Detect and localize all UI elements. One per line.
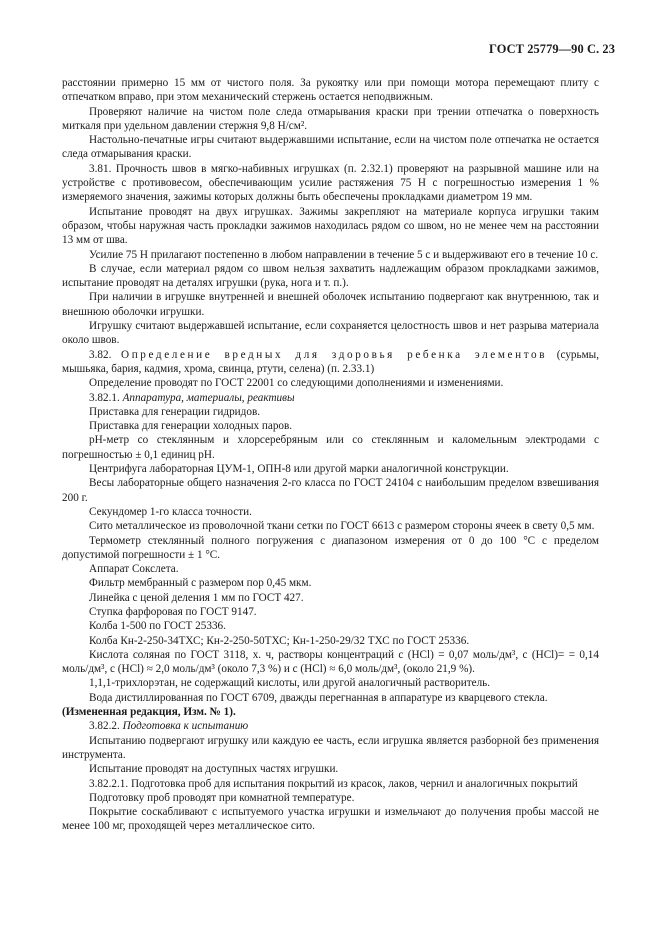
revision-note: (Измененная редакция, Изм. № 1). bbox=[62, 706, 236, 719]
paragraph bbox=[62, 691, 599, 705]
paragraph bbox=[62, 505, 599, 519]
paragraph-text: Приставка для генерации гидридов. bbox=[89, 405, 261, 418]
paragraph-text: Центрифуга лабораторная ЦУМ-1, ОПН-8 или другой марки аналогичной конструкции. bbox=[89, 463, 509, 476]
paragraph-text: 1,1,1-трихлорэтан, не содержащий кислоты, или другой аналогичный растворитель. bbox=[89, 677, 491, 690]
paragraph-text: В случае, если материал рядом со швом нельзя захватить надлежащим образом прокладками зажимов, испытание проводят на деталях игрушки (рука, нога и т. п.). bbox=[62, 262, 599, 290]
paragraph bbox=[62, 676, 599, 690]
section-number: 3.82. bbox=[89, 348, 122, 361]
paragraph bbox=[62, 576, 599, 590]
paragraph-text: Испытанию подвергают игрушку или каждую ее часть, если игрушка является разборной без применения инструмента. bbox=[62, 734, 599, 761]
paragraph-text: Весы лабораторные общего назначения 2-го класса по ГОСТ 24104 с наибольшим пределом взвешивания 200 г. bbox=[62, 477, 599, 504]
paragraph-text: Фильтр мембранный с размером пор 0,45 мкм. bbox=[89, 577, 312, 590]
paragraph bbox=[62, 705, 599, 719]
paragraph bbox=[62, 619, 599, 633]
paragraph-text: Вода дистиллированная по ГОСТ 6709, дважды перегнанная в аппаратуре из кварцевого стекла. bbox=[89, 691, 548, 704]
paragraph-text: Аппарат Сокслета. bbox=[89, 563, 179, 576]
paragraph bbox=[62, 262, 599, 291]
paragraph bbox=[62, 762, 599, 776]
paragraph-text: Секундомер 1-го класса точности. bbox=[89, 505, 252, 518]
paragraph-text: Испытание проводят на двух игрушках. Зажимы закрепляют на материале корпуса игрушки таким образом, чтобы наружная часть прокладки зажимов находилась рядом со швом, но не менее чем на расстоянии 13 мм от шва. bbox=[62, 205, 599, 247]
paragraph bbox=[62, 591, 599, 605]
paragraph-text: Настольно-печатные игры считают выдержавшими испытание, если на чистом поле отпечатка не остается следа отмарывания краски. bbox=[62, 134, 599, 161]
paragraph bbox=[62, 462, 599, 476]
paragraph-text: Термометр стеклянный полного погружения с диапазоном измерения от 0 до 100 °С с пределом допустимой погрешности ± 1 °С. bbox=[62, 534, 599, 561]
paragraph-text: рН-метр со стеклянным и хлорсеребряным или со стеклянным и каломельным электродами с погрешностью ± 0,1 единиц рН. bbox=[62, 434, 599, 461]
paragraph bbox=[62, 162, 599, 205]
page-header: ГОСТ 25779—90 С. 23 bbox=[489, 42, 615, 56]
paragraph bbox=[62, 519, 599, 533]
paragraph bbox=[62, 348, 599, 377]
paragraph bbox=[62, 419, 599, 433]
paragraph-text: Линейка с ценой деления 1 мм по ГОСТ 427. bbox=[89, 591, 304, 604]
paragraph bbox=[62, 205, 599, 248]
paragraph bbox=[62, 105, 599, 134]
paragraph bbox=[62, 76, 599, 105]
paragraph-text: При наличии в игрушке внутренней и внешней оболочек испытанию подвергают как внутреннюю, так и внешнюю оболочки игрушки. bbox=[62, 291, 599, 318]
paragraph bbox=[62, 319, 599, 348]
paragraph-text: Колба Кн-2-250-34ТХС; Кн-2-250-50ТХС; Кн-1-250-29/32 ТХС по ГОСТ 25336. bbox=[89, 634, 470, 647]
paragraph bbox=[62, 433, 599, 462]
paragraph-text: Ступка фарфоровая по ГОСТ 9147. bbox=[89, 605, 257, 618]
paragraph bbox=[62, 133, 599, 162]
paragraph-text: Испытание проводят на доступных частях игрушки. bbox=[89, 763, 339, 776]
paragraph-text: Усилие 75 Н прилагают постепенно в любом направлении в течение 5 с и выдерживают его в течение 10 с. bbox=[89, 248, 599, 261]
section-heading-italic: Подготовка к испытанию bbox=[122, 720, 249, 733]
paragraph bbox=[62, 248, 599, 262]
paragraph-text: 3.81. Прочность швов в мягко-набивных игрушках (п. 2.32.1) проверяют на разрывной машине или на устройстве с противовесом, обеспечивающим усилие растяжения 75 Н с погрешностью измерения 1 % измеряемого значения, зажимы которых должны быть обеспечены прокладками диаметром 19 мм. bbox=[62, 162, 599, 204]
paragraph bbox=[62, 805, 599, 834]
section-number: 3.82.2. bbox=[89, 720, 123, 733]
paragraph bbox=[62, 562, 599, 576]
paragraph-text: Определение проводят по ГОСТ 22001 со следующими дополнениями и изменениями. bbox=[89, 377, 504, 390]
section-heading-italic: Аппаратура, материалы, реактивы bbox=[122, 391, 295, 404]
paragraph bbox=[62, 534, 599, 563]
paragraph-text: Подготовку проб проводят при комнатной температуре. bbox=[89, 791, 355, 804]
paragraph bbox=[62, 391, 599, 405]
paragraph-text: Колба 1-500 по ГОСТ 25336. bbox=[89, 620, 226, 633]
paragraph-text: Игрушку считают выдержавшей испытание, если сохраняется целостность швов и нет разрыва материала около швов. bbox=[62, 320, 599, 347]
paragraph bbox=[62, 719, 599, 733]
paragraph bbox=[62, 405, 599, 419]
section-number: 3.82.1. bbox=[89, 391, 123, 404]
section-heading-spaced: Определение вредных для здоровья ребенка элементов bbox=[121, 348, 548, 361]
paragraph bbox=[62, 648, 599, 677]
paragraph-text: (сурьмы, мышьяка, бария, кадмия, хрома, свинца, ртути, селена) (п. 2.33.1) bbox=[62, 348, 600, 375]
paragraph-text: Кислота соляная по ГОСТ 3118, х. ч, растворы концентраций с (HCl) = 0,07 моль/дм³, с (HCl)= = 0,14 моль/дм³, с (HCl) ≈ 2,0 моль/дм³ (около 7,3 %) и с (HCl) ≈ 6,0 моль/дм³, (около 21,9 %). bbox=[62, 648, 599, 676]
paragraph bbox=[62, 605, 599, 619]
paragraph bbox=[62, 777, 599, 791]
paragraph bbox=[62, 734, 599, 763]
paragraph-text: Приставка для генерации холодных паров. bbox=[89, 420, 293, 433]
paragraph-text: Проверяют наличие на чистом поле следа отмарывания краски при трении отпечатка о поверхность миткаля при удельном давлении стержня 9,8 Н/см². bbox=[62, 105, 599, 132]
paragraph bbox=[62, 476, 599, 505]
paragraph bbox=[62, 791, 599, 805]
paragraph bbox=[62, 376, 599, 390]
paragraph bbox=[62, 634, 599, 648]
paragraph-text: Покрытие соскабливают с испытуемого участка игрушки и измельчают до получения пробы массой не менее 100 мг, проходящей через металлическое сито. bbox=[62, 806, 599, 833]
paragraph-text: 3.82.2.1. Подготовка проб для испытания покрытий из красок, лаков, чернил и аналогичных покрытий bbox=[89, 777, 578, 790]
paragraph bbox=[62, 290, 599, 319]
paragraph-text: Сито металлическое из проволочной ткани сетки по ГОСТ 6613 с размером стороны ячеек в свету 0,5 мм. bbox=[89, 520, 595, 533]
document-body bbox=[62, 76, 599, 834]
paragraph-text: расстоянии примерно 15 мм от чистого поля. За рукоятку или при помощи мотора перемещают плиту с отпечатком вправо, при этом механический стержень остается неподвижным. bbox=[62, 77, 599, 104]
